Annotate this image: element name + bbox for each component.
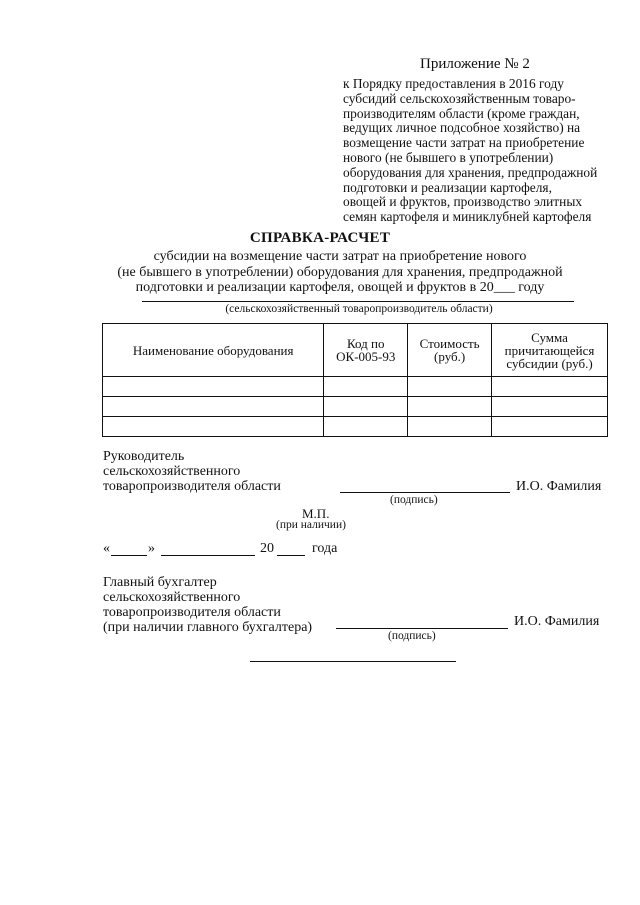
- stamp-note: (при наличии): [276, 519, 346, 531]
- col-header-equipment: Наименование оборудования: [103, 324, 324, 377]
- date-year-prefix: 20: [260, 541, 274, 556]
- col-header-code: Код по ОК-005-93: [324, 324, 408, 377]
- appendix-line: ведущих личное подсобное хозяйство) на: [343, 120, 581, 136]
- table-cell[interactable]: [324, 377, 408, 397]
- accountant-role-line: сельскохозяйственного: [103, 590, 241, 605]
- head-signature-caption: (подпись): [390, 494, 438, 506]
- head-role-line: Руководитель: [103, 449, 185, 464]
- date-open-quote: «: [103, 541, 110, 556]
- accountant-signature-caption: (подпись): [388, 630, 436, 642]
- table-cell[interactable]: [492, 377, 608, 397]
- head-role-line: сельскохозяйственного: [103, 464, 241, 479]
- table-header-row: [103, 324, 608, 377]
- stamp-label: М.П.: [302, 506, 330, 521]
- head-name: И.О. Фамилия: [516, 479, 602, 494]
- appendix-line: овощей и фруктов, производство элитных: [343, 194, 583, 210]
- producer-caption: (сельскохозяйственный товаропроизводитель области): [225, 303, 493, 315]
- appendix-title: Приложение № 2: [420, 56, 530, 72]
- subtitle-line: субсидии на возмещение части затрат на приобретение нового: [153, 249, 527, 264]
- accountant-role-line: Главный бухгалтер: [103, 575, 217, 590]
- table-cell[interactable]: [492, 417, 608, 437]
- appendix-line: семян картофеля и миниклубней картофеля: [343, 209, 592, 225]
- col-header-subsidy: Сумма причитающейся субсидии (руб.): [492, 324, 608, 377]
- table-cell[interactable]: [324, 417, 408, 437]
- equipment-table: [102, 323, 608, 437]
- table-row: [103, 397, 608, 417]
- producer-field-line[interactable]: [142, 301, 574, 302]
- appendix-line: производителям области (кроме граждан,: [343, 105, 580, 121]
- document-title: СПРАВКА-РАСЧЕТ: [249, 230, 391, 246]
- table-row: [103, 377, 608, 397]
- accountant-signature-line[interactable]: [336, 628, 508, 629]
- table-cell[interactable]: [103, 397, 324, 417]
- accountant-role-line: товаропроизводителя области: [103, 605, 281, 620]
- closing-separator: [250, 661, 456, 662]
- appendix-line: нового (не бывшего в употреблении): [343, 149, 554, 165]
- table-cell[interactable]: [408, 397, 492, 417]
- table-cell[interactable]: [103, 417, 324, 437]
- table-row: [103, 417, 608, 437]
- head-role-line: товаропроизводителя области: [103, 479, 281, 494]
- date-close-quote: »: [148, 541, 155, 556]
- subtitle-line: подготовки и реализации картофеля, овощей и фруктов в 20___ году: [135, 280, 545, 295]
- appendix-line: субсидий сельскохозяйственным товаро-: [343, 90, 576, 106]
- subtitle-line: (не бывшего в употреблении) оборудования для хранения, предпродажной: [117, 264, 563, 280]
- appendix-line: оборудования для хранения, предпродажной: [343, 164, 598, 180]
- date-month-line[interactable]: [161, 555, 255, 556]
- date-year-line[interactable]: [277, 555, 305, 556]
- table-cell[interactable]: [103, 377, 324, 397]
- table-cell[interactable]: [492, 397, 608, 417]
- appendix-line: возмещение части затрат на приобретение: [343, 135, 585, 151]
- appendix-text: [343, 77, 597, 225]
- date-year-suffix: года: [312, 541, 338, 556]
- head-signature-line[interactable]: [340, 492, 510, 493]
- table-cell[interactable]: [408, 377, 492, 397]
- accountant-role-line: (при наличии главного бухгалтера): [103, 620, 313, 635]
- head-role: [103, 449, 281, 494]
- appendix-line: к Порядку предоставления в 2016 году: [343, 76, 565, 91]
- table-cell[interactable]: [408, 417, 492, 437]
- table-cell[interactable]: [324, 397, 408, 417]
- document-subtitle: [60, 249, 620, 296]
- date-day-line[interactable]: [111, 555, 147, 556]
- accountant-role: [103, 575, 312, 635]
- accountant-name: И.О. Фамилия: [514, 614, 600, 629]
- appendix-line: подготовки и реализации картофеля,: [343, 179, 552, 195]
- col-header-cost: Стоимость (руб.): [408, 324, 492, 377]
